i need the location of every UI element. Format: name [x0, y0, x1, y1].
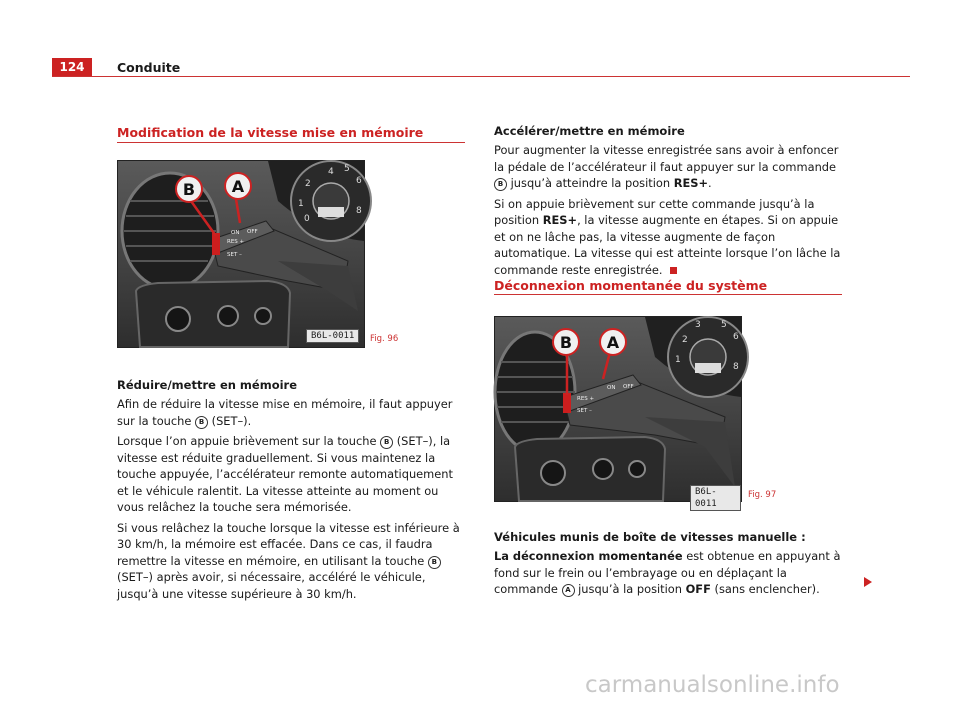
- figure-code: B6L-0011: [690, 485, 741, 511]
- switch-label-res: RES +: [227, 239, 245, 245]
- svg-text:6: 6: [356, 176, 362, 186]
- figure-caption: Fig. 96: [370, 334, 399, 344]
- watermark: carmanualsonline.info: [585, 672, 840, 698]
- term-disconnect: La déconnexion momentanée: [494, 549, 683, 563]
- text: (SET–), la vitesse est réduite graduellement. Si vous maintenez la touche appuyée, l’accélérateur remonte automatiquement et le véhicule ralentit. La vitesse atteinte au moment ou vous relâchez la touche sera mémorisée.: [117, 434, 453, 514]
- text: .: [708, 176, 712, 190]
- cruise-control-illustration: [118, 161, 364, 347]
- svg-text:8: 8: [733, 362, 739, 372]
- key-a-icon: A: [562, 584, 575, 597]
- label-b: B: [182, 180, 196, 199]
- label-a: A: [606, 333, 620, 352]
- end-square-icon: [670, 267, 677, 274]
- switch-label-on: ON: [607, 385, 616, 391]
- right-body-top: [494, 142, 842, 282]
- position-res: RES+: [542, 213, 578, 227]
- text: Si vous relâchez la touche lorsque la vitesse est inférieure à 30 km/h, la mémoire est effacée. Dans ce cas, il faudra remettre la vitesse en mémoire, en utilisant la touche: [117, 520, 460, 568]
- text: Afin de réduire la vitesse mise en mémoire, il faut appuyer sur la touche: [117, 397, 453, 428]
- switch-label-set: SET –: [227, 252, 242, 258]
- chapter-title: Conduite: [117, 60, 181, 75]
- switch-label-set: SET –: [577, 408, 592, 414]
- paragraph: [117, 520, 465, 603]
- switch-label-off: OFF: [247, 229, 258, 235]
- paragraph: [494, 142, 842, 192]
- text: Si on appuie brièvement sur cette commande jusqu’à la position: [494, 196, 815, 227]
- text: Pour augmenter la vitesse enregistrée sans avoir à enfoncer la pédale de l’accélérateur il faut appuyer sur la commande: [494, 143, 839, 174]
- position-off: OFF: [685, 582, 711, 596]
- section-rule: [494, 294, 842, 295]
- svg-text:6: 6: [733, 332, 739, 342]
- figure-code: B6L-0011: [306, 329, 359, 343]
- paragraph: [117, 433, 465, 516]
- figure-caption: Fig. 97: [748, 490, 777, 500]
- switch-label-off: OFF: [623, 384, 634, 390]
- subheading-reduce: Réduire/mettre en mémoire: [117, 378, 298, 392]
- svg-text:8: 8: [356, 206, 362, 216]
- key-b-icon: B: [380, 436, 393, 449]
- text: (sans enclencher).: [714, 582, 820, 596]
- figure-96: [117, 160, 365, 348]
- paragraph: [494, 548, 842, 598]
- text: jusqu’à la position: [578, 582, 682, 596]
- key-b-icon: B: [428, 556, 441, 569]
- switch-label-on: ON: [231, 230, 240, 236]
- text: est obtenue en appuyant à fond sur le frein ou l’embrayage ou en déplaçant la commande: [494, 549, 841, 596]
- subheading-accelerate: Accélérer/mettre en mémoire: [494, 124, 685, 138]
- page-number: 124: [52, 58, 92, 77]
- label-a: A: [231, 177, 245, 196]
- section-title-modification: Modification de la vitesse mise en mémoire: [117, 125, 424, 140]
- section-title-disconnect: Déconnexion momentanée du système: [494, 278, 768, 293]
- svg-text:2: 2: [305, 179, 311, 189]
- svg-text:2: 2: [682, 335, 688, 345]
- label-b: B: [559, 333, 573, 352]
- text: (SET–) après avoir, si nécessaire, accéléré le véhicule, jusqu’à une vitesse supérieure à 30 km/h.: [117, 570, 426, 601]
- svg-text:0: 0: [304, 214, 310, 224]
- key-b-icon: B: [195, 416, 208, 429]
- position-res: RES+: [673, 176, 709, 190]
- svg-text:5: 5: [721, 320, 727, 330]
- svg-text:5: 5: [344, 164, 350, 174]
- header-rule: [52, 76, 910, 77]
- paragraph: [117, 396, 465, 429]
- right-body-bottom: [494, 548, 842, 602]
- text: jusqu’à atteindre la position: [510, 176, 671, 190]
- paragraph: [494, 196, 842, 279]
- set-button-highlight: [212, 233, 220, 255]
- svg-text:1: 1: [675, 355, 681, 365]
- left-body: [117, 396, 465, 606]
- switch-label-res: RES +: [577, 396, 595, 402]
- set-button-highlight: [563, 393, 571, 413]
- text: (SET–).: [211, 413, 252, 428]
- svg-text:4: 4: [328, 167, 334, 177]
- cruise-control-illustration: [495, 317, 741, 501]
- subheading-manual: Véhicules munis de boîte de vitesses manuelle :: [494, 530, 806, 544]
- svg-text:1: 1: [298, 199, 304, 209]
- svg-text:3: 3: [695, 320, 701, 330]
- text: Lorsque l’on appuie brièvement sur la touche: [117, 434, 377, 448]
- key-b-icon: B: [494, 178, 507, 191]
- figure-97: [494, 316, 742, 509]
- continue-arrow-icon: [864, 577, 872, 587]
- section-rule: [117, 142, 465, 143]
- text: , la vitesse augmente en étapes. Si on appuie et on ne lâche pas, la vitesse augmente de façon automatique. La vitesse qui est atteinte lorsque l’on lâche la commande reste enregistrée.: [494, 213, 841, 277]
